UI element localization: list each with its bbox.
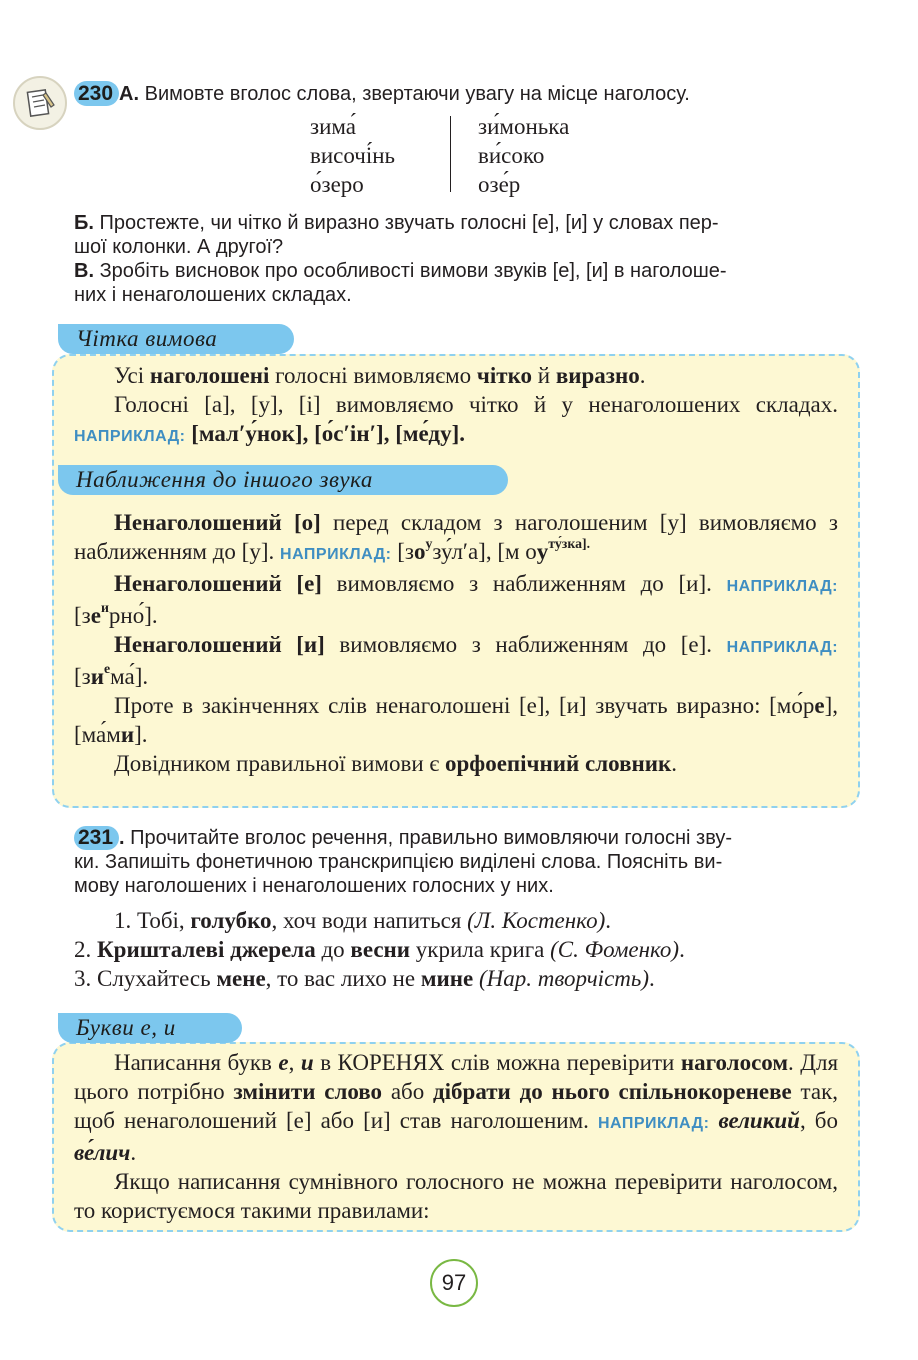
- part-label: В.: [74, 260, 94, 282]
- exercise-231-sentences: [74, 906, 844, 993]
- word: ви́соко: [478, 143, 545, 168]
- rule-paragraph: Ненаголошений [и] вимовляємо з наближенням до [е]. НАПРИКЛАД: $[зи^ема́]$.: [74, 632, 839, 689]
- column-divider: [450, 116, 451, 192]
- page-number: 97: [430, 1259, 478, 1307]
- part-v-line: Зробіть висновок про особливості вимови звуків [е], [и] в наголоше-: [99, 260, 727, 282]
- rule-paragraph: Ненаголошений [е] вимовляємо з наближенням до [и]. НАПРИКЛАД: $[зе^ирно́]$.: [74, 571, 838, 628]
- example-label: НАПРИКЛАД:: [726, 578, 838, 595]
- rule-title-clear-pronunciation: Чітка вимова: [58, 324, 294, 354]
- rule-paragraph: Довідником правильної вимови є орфоепічний словник.: [114, 751, 677, 776]
- example: [мал′у́нок], [о́с′ін′], [ме́ду].: [191, 421, 465, 446]
- part-label: А.: [119, 83, 140, 105]
- example: $[зо^узу́л'а]$, [м $оу^{ту́зка].}$: [397, 535, 591, 564]
- part-v-line: них і ненаголошених складах.: [74, 284, 352, 306]
- word: височі́нь: [310, 143, 396, 168]
- example: $[зе^ирно́]$.: [74, 599, 158, 628]
- example-label: НАПРИКЛАД:: [280, 546, 392, 563]
- example-label: НАПРИКЛАД:: [726, 639, 839, 656]
- word: зима́: [310, 114, 356, 139]
- rule-paragraph: Голосні [а], [у], [і] вимовляємо чітко й у ненаголошених складах. НАПРИКЛАД: [мал′у́нок], [о́с′ін′], [ме́ду].: [74, 392, 838, 446]
- word: озе́р: [478, 172, 521, 197]
- exercise-number: 231: [74, 826, 119, 850]
- rule-text-clear: [74, 361, 838, 451]
- rule-paragraph: Проте в закінченнях слів ненаголошені [е], [и] звучать виразно: [мо́ре], [ма́ми].: [74, 693, 838, 747]
- word-column-left: [310, 112, 395, 199]
- example: $[зи^ема́]$.: [74, 660, 149, 689]
- rule-text-approximation: [74, 508, 838, 778]
- sentence-1: 1. Тобі, голубко, хоч води напиться (Л. Костенко).: [114, 908, 611, 933]
- exercise-231-task: 231 . Прочитайте вголос речення, правильно вимовляючи голосні зву- ки. Запишіть фонетичною транскрипцією виділені слова. Поясніть ви- мову наголошених і ненаголошених голосних у них.: [74, 826, 733, 897]
- example-label: НАПРИКЛАД:: [597, 1115, 710, 1132]
- part-label: Б.: [74, 212, 94, 234]
- sentence-3: 3. Слухайтесь мене, то вас лихо не мине (Нар. творчість).: [74, 966, 655, 991]
- rule-title-letters: Букви е, и: [58, 1013, 242, 1043]
- part-b: [74, 211, 844, 307]
- example-label: НАПРИКЛАД:: [74, 428, 186, 445]
- exercise-number: 230: [74, 81, 119, 106]
- rule-title-approximation: Наближення до іншого звука: [58, 465, 508, 495]
- part-a-text: Вимовте вголос слова, звертаючи увагу на місце наголосу.: [144, 83, 690, 105]
- word: зи́монька: [478, 114, 570, 139]
- word: о́зеро: [310, 172, 364, 197]
- rule-paragraph: Написання букв е, и в КОРЕНЯХ слів можна перевірити наголосом. Для цього потрібно змінити слово або дібрати до нього спільнокореневе так, щоб ненаголошений [е] або [и] став наголошеним. НАПРИКЛАД: великий, бо ве́лич.: [74, 1050, 839, 1165]
- rule-paragraph: Усі наголошені голосні вимовляємо чітко й виразно.: [114, 363, 646, 388]
- rule-paragraph: Ненаголошений [о] перед складом з наголошеним [у] вимовляємо з наближенням до [у]. НАПРИКЛАД: $[зо^узу́л'а]$, [м $оу^{ту́зка].}$: [74, 510, 838, 564]
- word-column-right: [478, 112, 569, 199]
- rule-paragraph: Якщо написання сумнівного голосного не можна перевірити наголосом, то користуємося такими правилами:: [74, 1169, 838, 1223]
- part-b-line: шої колонки. А другої?: [74, 236, 284, 258]
- exercise-230-heading: [74, 81, 690, 107]
- sentence-2: 2. Кришталеві джерела до весни укрила крига (С. Фоменко).: [74, 937, 685, 962]
- rule-text-letters: [74, 1048, 838, 1225]
- notebook-icon: [12, 75, 68, 131]
- part-b-line: Простежте, чи чітко й виразно звучать голосні [е], [и] у словах пер-: [99, 212, 719, 234]
- example: великий, бо ве́лич.: [74, 1108, 839, 1165]
